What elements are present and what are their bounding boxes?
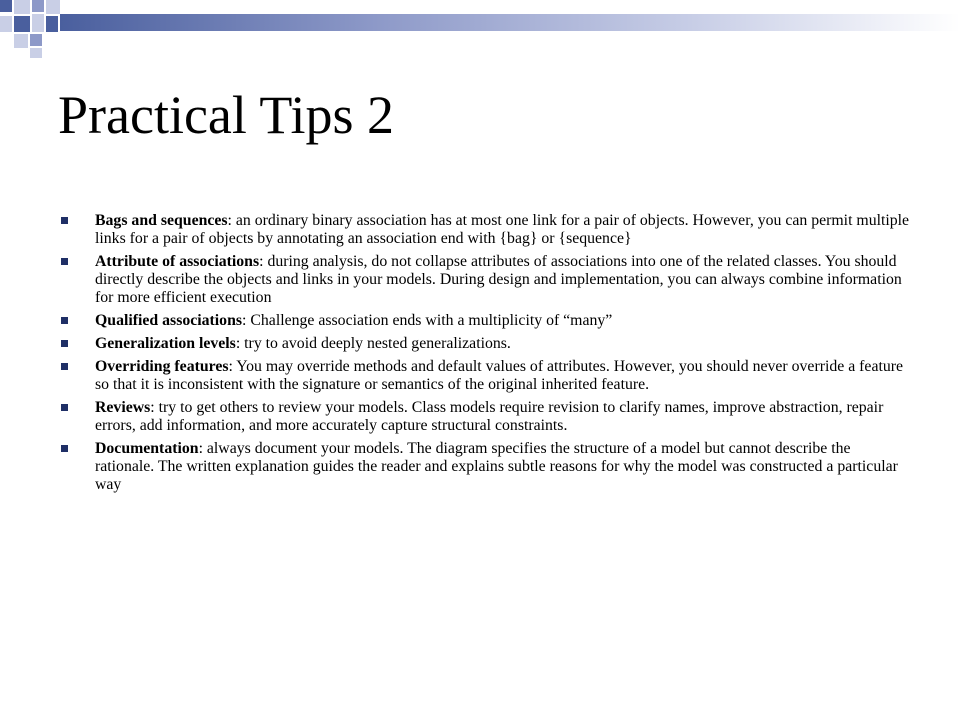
- tip-item: [61, 399, 913, 435]
- tip-term: Documentation: [95, 440, 199, 457]
- decor-square: [14, 0, 30, 14]
- square-bullet-icon: [61, 317, 68, 324]
- decor-square: [0, 0, 12, 12]
- decor-square: [30, 34, 42, 46]
- tip-item: [61, 358, 913, 394]
- tip-term: Reviews: [95, 399, 151, 416]
- square-bullet-icon: [61, 258, 68, 265]
- tip-item: [61, 253, 913, 307]
- tip-text: : try to avoid deeply nested generalizations.: [235, 335, 511, 352]
- header-gradient-bar: [60, 14, 960, 31]
- tip-text: : You may override methods and default values of attributes. However, you should never override a feature so that it is inconsistent with the signature or semantics of the original inherited feature.: [95, 358, 904, 393]
- tip-text: : try to get others to review your models. Class models require revision to clarify names, improve abstraction, repair errors, add information, and more accurately capture structural constraints.: [95, 399, 884, 434]
- tip-text: : Challenge association ends with a multiplicity of “many”: [242, 312, 613, 329]
- slide-title: Practical Tips 2: [58, 85, 395, 145]
- tip-text: : always document your models. The diagram specifies the structure of a model but cannot describe the rationale. The written explanation guides the reader and explains subtle reasons for why the model was constructed a particular way: [95, 440, 898, 493]
- decor-square: [32, 0, 44, 12]
- square-bullet-icon: [61, 445, 68, 452]
- tip-item: [61, 440, 913, 494]
- square-bullet-icon: [61, 363, 68, 370]
- tip-item: [61, 212, 913, 248]
- decor-square: [14, 16, 30, 32]
- decor-square: [32, 14, 44, 32]
- tip-term: Qualified associations: [95, 312, 243, 329]
- tip-item: [61, 335, 913, 353]
- tips-list: [61, 212, 913, 499]
- tip-text: : an ordinary binary association has at most one link for a pair of objects. However, you can permit multiple links for a pair of objects by annotating an association end with {bag} or {sequence}: [95, 212, 910, 247]
- decor-square: [14, 34, 28, 48]
- decor-square: [30, 48, 42, 58]
- decor-square: [46, 16, 58, 32]
- slide-header-decoration: [0, 0, 960, 70]
- tip-item: [61, 312, 913, 330]
- square-bullet-icon: [61, 340, 68, 347]
- tip-term: Generalization levels: [95, 335, 236, 352]
- tip-term: Bags and sequences: [95, 212, 228, 229]
- square-bullet-icon: [61, 404, 68, 411]
- tip-term: Overriding features: [95, 358, 229, 375]
- tip-term: Attribute of associations: [95, 253, 260, 270]
- tip-text: : during analysis, do not collapse attributes of associations into one of the related classes. You should directly describe the objects and links in your models. During design and implementation, you can always combine information for more efficient execution: [95, 253, 902, 306]
- decor-square: [46, 0, 60, 14]
- square-bullet-icon: [61, 217, 68, 224]
- decor-square: [0, 16, 12, 32]
